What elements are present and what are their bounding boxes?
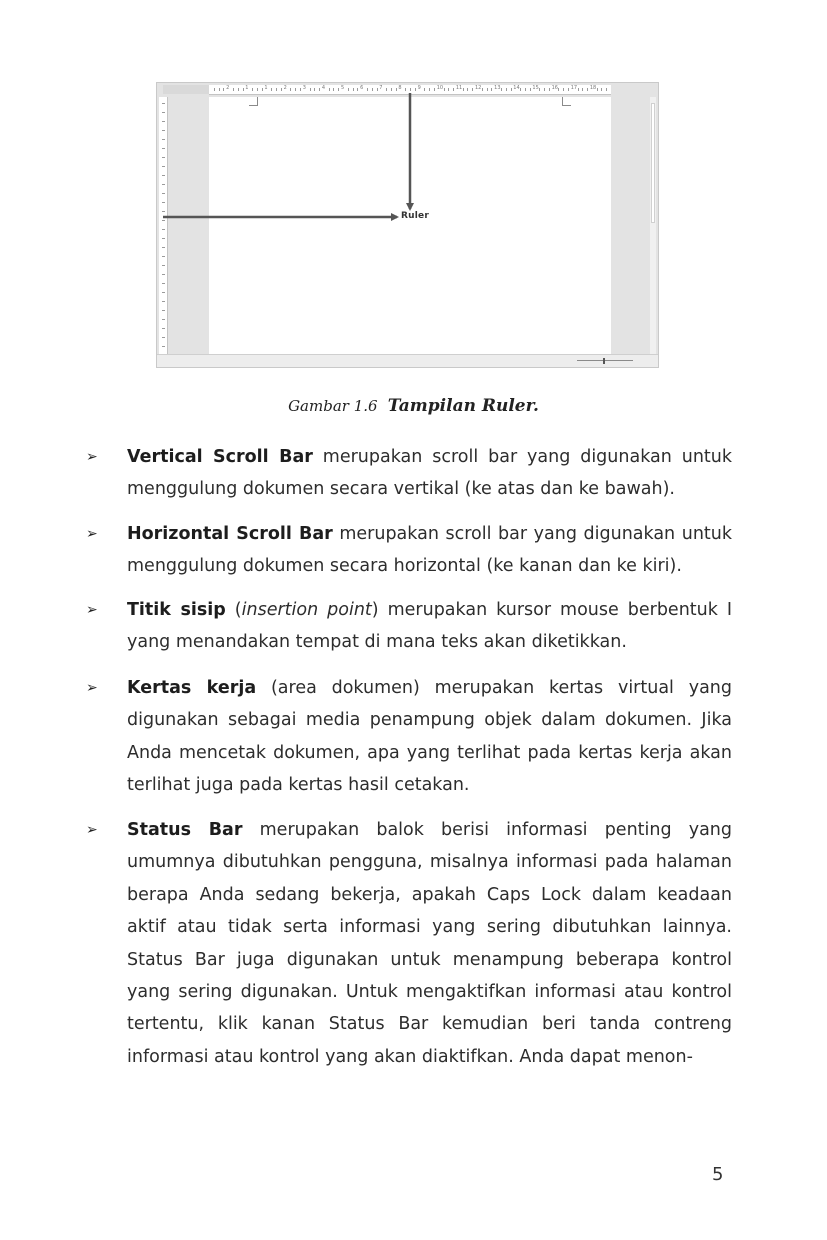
- ruler-number: 5: [341, 85, 345, 91]
- ruler-number: 2: [226, 85, 230, 91]
- ruler-number: 9: [417, 85, 421, 91]
- bullet-arrow-icon: ➢: [86, 822, 98, 838]
- bullet-arrow-icon: ➢: [86, 602, 98, 618]
- ruler-number: 6: [360, 85, 364, 91]
- ruler-number: 2: [283, 85, 287, 91]
- ruler-number: 1: [245, 85, 249, 91]
- ruler-screenshot: [156, 82, 659, 368]
- ruler-number: 15: [532, 85, 539, 91]
- list-item-text: Horizontal Scroll Bar merupakan scroll bar yang digunakan untuk menggulung dokumen secara horizontal (ke kanan dan ke kiri).: [127, 524, 732, 577]
- caption-title: Tampilan Ruler.: [387, 396, 539, 416]
- page-number: 5: [712, 1164, 724, 1185]
- ruler-number: 8: [398, 85, 402, 91]
- ruler-number: 16: [551, 85, 558, 91]
- ruler-number: 4: [321, 85, 326, 91]
- ruler-number: 11: [455, 85, 463, 91]
- ruler-callout-label: Ruler: [401, 211, 429, 221]
- ruler-number: 17: [570, 85, 578, 91]
- ruler-number: 3: [302, 85, 306, 91]
- bullet-arrow-icon: ➢: [86, 680, 98, 696]
- ruler-number: 1: [264, 85, 268, 91]
- figure-caption: [0, 396, 827, 416]
- ruler-number: 14: [513, 85, 520, 91]
- ruler-number: 12: [475, 85, 482, 91]
- list-item-text: Titik sisip (insertion point) merupakan kursor mouse berbentuk I yang menandakan tempat di mana teks akan diketikkan.: [127, 600, 733, 653]
- ruler-number: 13: [494, 85, 501, 91]
- list-item-text: Kertas kerja (area dokumen) merupakan kertas virtual yang digunakan sebagai media penampung objek dalam dokumen. Jika Anda mencetak dokumen, apa yang terlihat pada kertas kerja akan terlihat juga pada kertas hasil cetakan.: [127, 678, 732, 796]
- bullet-arrow-icon: ➢: [86, 449, 98, 465]
- ruler-number: 18: [589, 85, 597, 91]
- caption-number: Gambar 1.6: [288, 397, 378, 415]
- list-item-text: Vertical Scroll Bar merupakan scroll bar yang digunakan untuk menggulung dokumen secara vertikal (ke atas dan ke bawah).: [127, 447, 732, 500]
- list-item-text: Status Bar merupakan balok berisi informasi penting yang umumnya dibutuhkan pengguna, misalnya informasi pada halaman berapa Anda sedang bekerja, apakah Caps Lock dalam keadaan aktif atau tidak serta informasi yang sering dibutuhkan lainnya. Status Bar juga digunakan untuk menampung beberapa kontrol yang sering digunakan. Untuk mengaktifkan informasi atau kontrol tertentu, klik kanan Status Bar kemudian beri tanda contreng informasi atau kontrol yang akan diaktifkan. Anda dapat menon-: [127, 820, 733, 1067]
- pointer-arrows: [157, 83, 659, 368]
- ruler-number: 7: [379, 85, 383, 91]
- bullet-arrow-icon: ➢: [86, 526, 98, 542]
- ruler-number: 10: [436, 85, 444, 91]
